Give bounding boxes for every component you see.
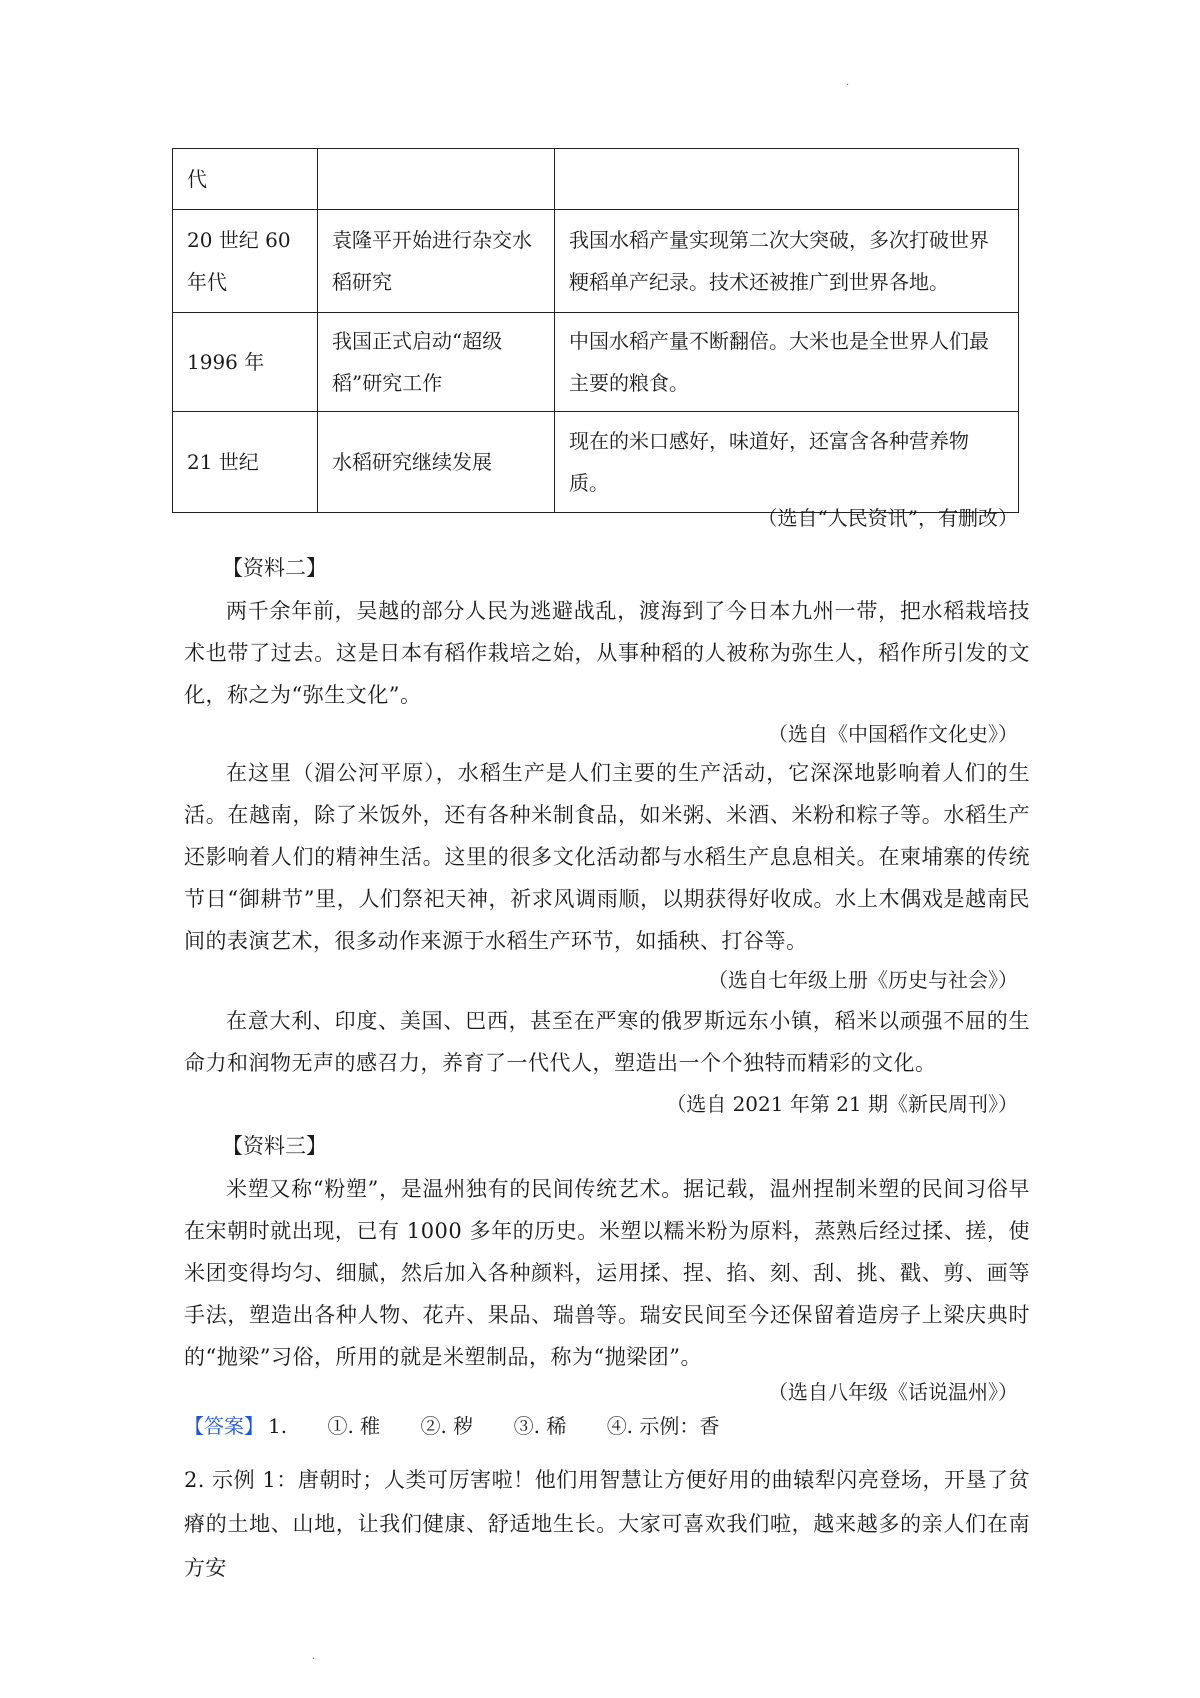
table-cell-event (318, 149, 555, 210)
material-two-paragraph-3: 在意大利、印度、美国、巴西，甚至在严寒的俄罗斯远东小镇，稻米以顽强不屈的生命力和润物无声的感召力，养育了一代代人，塑造出一个个独特而精彩的文化。 (184, 1009, 1030, 1075)
material-two-source-3: （选自 2021 年第 21 期《新民周刊》） (666, 1092, 1018, 1116)
table-cell-era: 1996 年 (173, 313, 318, 412)
table-cell-result: 现在的米口感好，味道好，还富含各种营养物质。 (555, 412, 1019, 513)
page-dot-bottom: · (312, 1654, 316, 1665)
table-cell-result (555, 149, 1019, 210)
answer-line (184, 1410, 719, 1439)
answer-two-paragraph: 2. 示例 1：唐朝时；人类可厉害啦！他们用智慧让方便好用的曲辕犁闪亮登场，开垦了贫瘠的土地、山地，让我们健康、舒适地生长。大家可喜欢我们啦，越来越多的亲人们在南方安 (184, 1468, 1030, 1580)
table-cell-event: 袁隆平开始进行杂交水稻研究 (318, 210, 555, 313)
table-cell-event: 我国正式启动“超级稻”研究工作 (318, 313, 555, 412)
table-row (173, 412, 1019, 513)
table-cell-era: 代 (173, 149, 318, 210)
material-three-paragraph: 米塑又称“粉塑”，是温州独有的民间传统艺术。据记载，温州捏制米塑的民间习俗早在宋朝时就出现，已有 1000 多年的历史。米塑以糯米粉为原料，蒸熟后经过揉、搓，使米团变得均匀、细腻，然后加入各种颜料，运用揉、捏、掐、刻、刮、挑、戳、剪、画等手法，塑造出各种人物、花卉、果品、瑞兽等。瑞安民间至今还保留着造房子上梁庆典时的“抛梁”习俗，所用的就是米塑制品，称为“抛梁团”。 (184, 1177, 1030, 1369)
material-two-heading: 【资料二】 (222, 556, 327, 580)
table-row (173, 210, 1019, 313)
answer-option: ②. 秽 (420, 1414, 474, 1438)
table-row (173, 313, 1019, 412)
answer-number: 1. (268, 1414, 288, 1438)
answer-tag: 【答案】 (184, 1414, 264, 1438)
material-three-source: （选自八年级《话说温州》） (768, 1380, 1018, 1404)
answer-option: ①. 稚 (327, 1414, 381, 1438)
material-two-source-2: （选自七年级上册《历史与社会》） (708, 968, 1018, 992)
material-two-source-1: （选自《中国稻作文化史》） (768, 722, 1018, 746)
table-row (173, 149, 1019, 210)
table-cell-event: 水稻研究继续发展 (318, 412, 555, 513)
table-cell-result: 我国水稻产量实现第二次大突破，多次打破世界粳稻单产纪录。技术还被推广到世界各地。 (555, 210, 1019, 313)
table-cell-era: 21 世纪 (173, 412, 318, 513)
answer-option: ④. 示例：香 (606, 1414, 720, 1438)
page-dot-top: · (846, 80, 850, 91)
answer-option: ③. 稀 (513, 1414, 567, 1438)
material-three-heading: 【资料三】 (222, 1134, 327, 1158)
rice-history-table (172, 148, 1019, 513)
material-two-paragraph-2: 在这里（湄公河平原），水稻生产是人们主要的生产活动，它深深地影响着人们的生活。在越南，除了米饭外，还有各种米制食品，如米粥、米酒、米粉和粽子等。水稻生产还影响着人们的精神生活。这里的很多文化活动都与水稻生产息息相关。在柬埔寨的传统节日“御耕节”里，人们祭祀天神，祈求风调雨顺，以期获得好收成。水上木偶戏是越南民间的表演艺术，很多动作来源于水稻生产环节，如插秧、打谷等。 (184, 761, 1030, 953)
table-cell-result: 中国水稻产量不断翻倍。大米也是全世界人们最主要的粮食。 (555, 313, 1019, 412)
table-cell-era: 20 世纪 60 年代 (173, 210, 318, 313)
table-source: （选自“人民资讯”，有删改） (757, 506, 1018, 530)
material-two-paragraph-1: 两千余年前，吴越的部分人民为逃避战乱，渡海到了今日本九州一带，把水稻栽培技术也带了过去。这是日本有稻作栽培之始，从事种稻的人被称为弥生人，稻作所引发的文化，称之为“弥生文化”。 (184, 599, 1030, 707)
